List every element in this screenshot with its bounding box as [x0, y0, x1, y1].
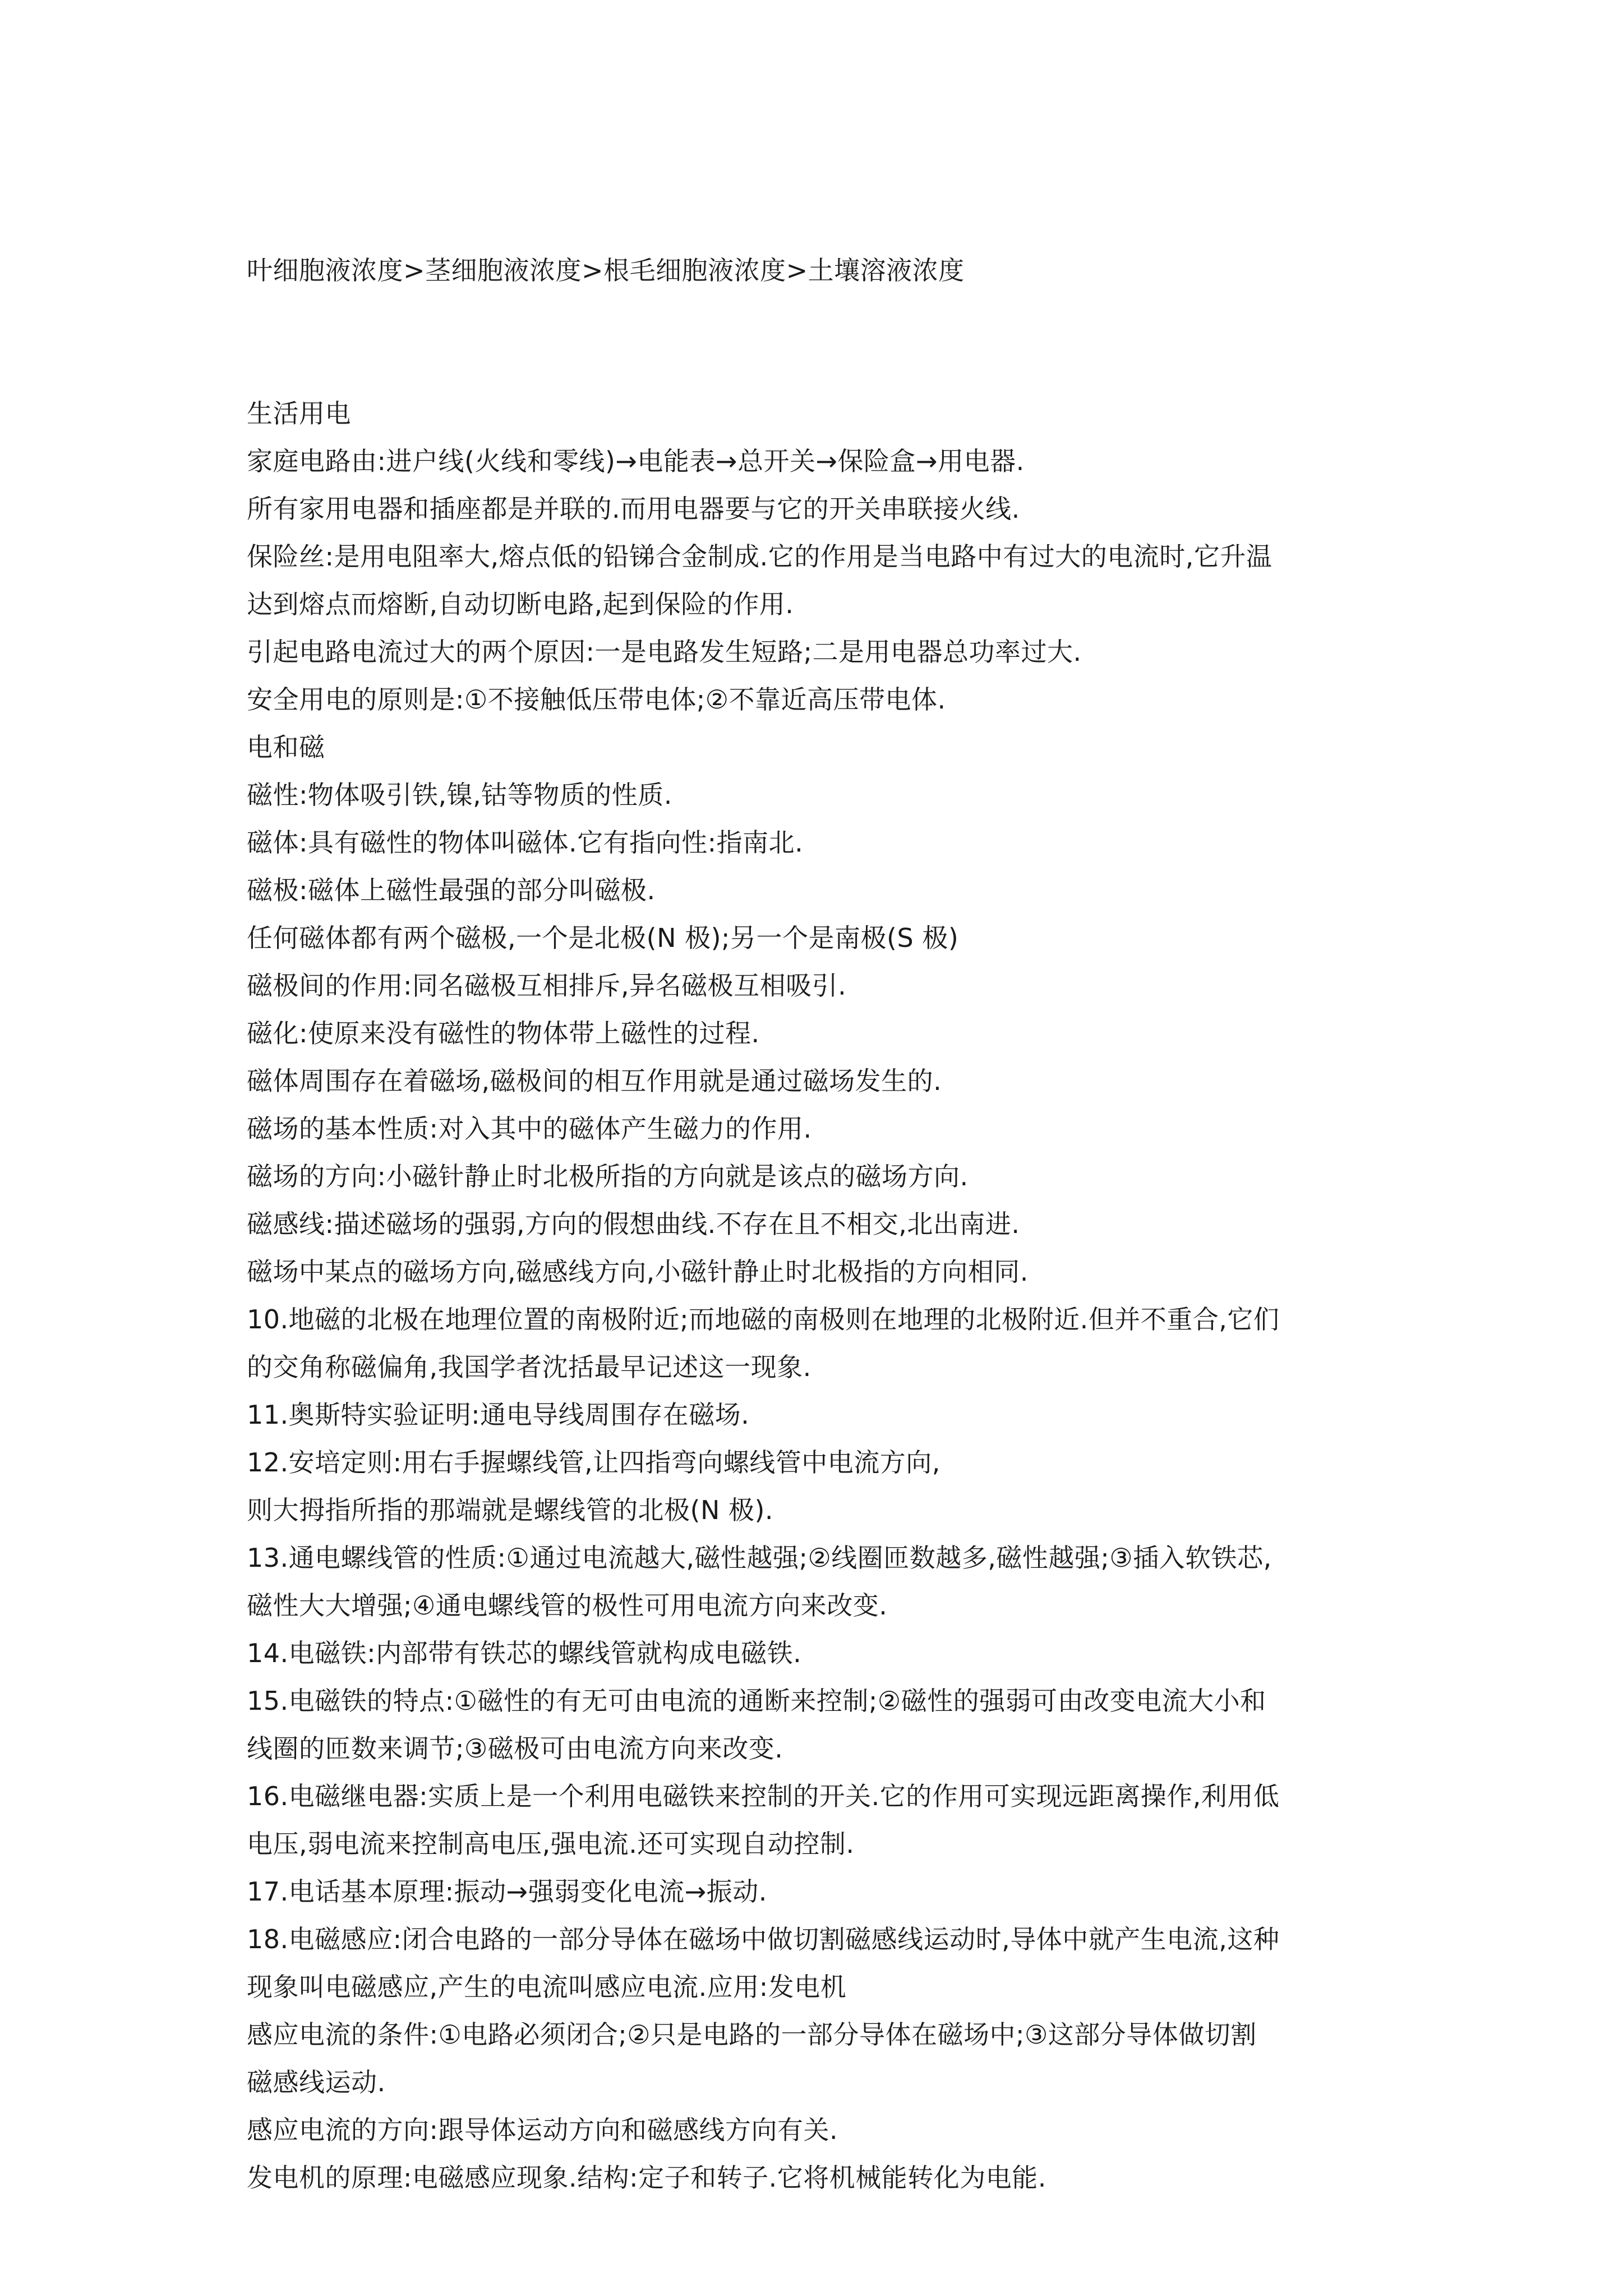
- text-line: 磁性大大增强;④通电螺线管的极性可用电流方向来改变.: [247, 1590, 888, 1621]
- text-line: 任何磁体都有两个磁极,一个是北极(N 极);另一个是南极(S 极): [247, 923, 959, 953]
- text-line: 现象叫电磁感应,产生的电流叫感应电流.应用:发电机: [247, 1972, 847, 2002]
- text-line: 磁极:磁体上磁性最强的部分叫磁极.: [247, 875, 656, 905]
- text-line: 感应电流的方向:跟导体运动方向和磁感线方向有关.: [247, 2115, 838, 2145]
- text-line: 磁场的基本性质:对入其中的磁体产生磁力的作用.: [247, 1114, 812, 1144]
- numbered-item-line: 17.电话基本原理:振动→强弱变化电流→振动.: [247, 1876, 767, 1907]
- text-line: 线圈的匝数来调节;③磁极可由电流方向来改变.: [247, 1733, 783, 1764]
- numbered-item-line: 15.电磁铁的特点:①磁性的有无可由电流的通断来控制;②磁性的强弱可由改变电流大小和: [247, 1686, 1266, 1716]
- text-line: 磁体周围存在着磁场,磁极间的相互作用就是通过磁场发生的.: [247, 1066, 942, 1096]
- text-line: 所有家用电器和插座都是并联的.而用电器要与它的开关串联接火线.: [247, 494, 1020, 524]
- text-line: 电压,弱电流来控制高电压,强电流.还可实现自动控制.: [247, 1829, 855, 1859]
- text-line: 磁极间的作用:同名磁极互相排斥,异名磁极互相吸引.: [247, 970, 847, 1001]
- numbered-item-line: 18.电磁感应:闭合电路的一部分导体在磁场中做切割磁感线运动时,导体中就产生电流,这种: [247, 1924, 1280, 1954]
- numbered-item-line: 13.通电螺线管的性质:①通过电流越大,磁性越强;②线圈匝数越多,磁性越强;③插入软铁芯,: [247, 1543, 1272, 1573]
- numbered-item-line: 12.安培定则:用右手握螺线管,让四指弯向螺线管中电流方向,: [247, 1447, 940, 1478]
- text-line: 达到熔点而熔断,自动切断电路,起到保险的作用.: [247, 589, 794, 619]
- numbered-item-line: 14.电磁铁:内部带有铁芯的螺线管就构成电磁铁.: [247, 1638, 802, 1668]
- text-line: 引起电路电流过大的两个原因:一是电路发生短路;二是用电器总功率过大.: [247, 637, 1082, 667]
- numbered-item-line: 10.地磁的北极在地理位置的南极附近;而地磁的南极则在地理的北极附近.但并不重合,它们: [247, 1304, 1280, 1335]
- numbered-item-line: 11.奥斯特实验证明:通电导线周围存在磁场.: [247, 1400, 750, 1430]
- section-heading-household-electricity: 生活用电: [247, 398, 351, 429]
- section-heading-electricity-magnetism: 电和磁: [247, 732, 325, 762]
- text-line: 磁场的方向:小磁针静止时北极所指的方向就是该点的磁场方向.: [247, 1161, 969, 1191]
- text-line: 安全用电的原则是:①不接触低压带电体;②不靠近高压带电体.: [247, 684, 946, 715]
- text-line: 发电机的原理:电磁感应现象.结构:定子和转子.它将机械能转化为电能.: [247, 2162, 1046, 2193]
- numbered-item-line: 16.电磁继电器:实质上是一个利用电磁铁来控制的开关.它的作用可实现远距离操作,利用低: [247, 1781, 1280, 1811]
- text-line: 磁感线:描述磁场的强弱,方向的假想曲线.不存在且不相交,北出南进.: [247, 1209, 1020, 1239]
- text-line: 磁场中某点的磁场方向,磁感线方向,小磁针静止时北极指的方向相同.: [247, 1257, 1029, 1287]
- text-line: 则大拇指所指的那端就是螺线管的北极(N 极).: [247, 1495, 774, 1525]
- intro-line: 叶细胞液浓度>茎细胞液浓度>根毛细胞液浓度>土壤溶液浓度: [247, 255, 965, 286]
- text-line: 磁感线运动.: [247, 2067, 386, 2097]
- text-line: 磁性:物体吸引铁,镍,钴等物质的性质.: [247, 780, 672, 810]
- text-line: 磁化:使原来没有磁性的物体带上磁性的过程.: [247, 1018, 760, 1048]
- text-line: 家庭电路由:进户线(火线和零线)→电能表→总开关→保险盒→用电器.: [247, 446, 1025, 476]
- text-line: 保险丝:是用电阻率大,熔点低的铅锑合金制成.它的作用是当电路中有过大的电流时,它升温: [247, 541, 1272, 572]
- text-line: 磁体:具有磁性的物体叫磁体.它有指向性:指南北.: [247, 827, 804, 858]
- document-body: [247, 247, 1391, 2202]
- text-line: 的交角称磁偏角,我国学者沈括最早记述这一现象.: [247, 1352, 811, 1382]
- text-line: 感应电流的条件:①电路必须闭合;②只是电路的一部分导体在磁场中;③这部分导体做切割: [247, 2019, 1257, 2050]
